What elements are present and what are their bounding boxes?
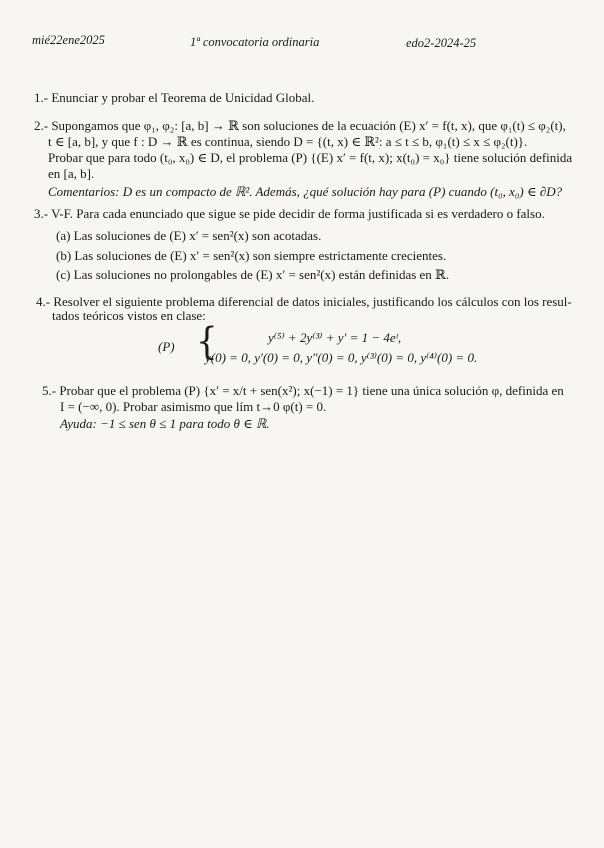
left-brace-icon: {: [196, 320, 218, 364]
problem-4-label: (P): [158, 339, 175, 354]
problem-4-line-2: tados teóricos vistos en clase:: [52, 308, 206, 323]
header-code: edo2-2024-25: [406, 36, 477, 50]
problem-2-line-3: Probar que para todo (t₀, x₀) ∈ D, el problema (P) {(E) x′ = f(t, x); x(t₀) = x₀} tiene solución definida: [48, 150, 573, 165]
problem-2-line-1: 2.- Supongamos que φ₁, φ₂: [a, b] → ℝ son soluciones de la ecuación (E) x′ = f(t, x), que φ₁(t) ≤ φ₂(t),: [34, 118, 566, 133]
problem-4-initial-conditions: y(0) = 0, y′(0) = 0, y″(0) = 0, y⁽³⁾(0) = 0, y⁽⁴⁾(0) = 0.: [205, 350, 478, 365]
header-date: mié22ene2025: [32, 33, 105, 47]
problem-2-line-2: t ∈ [a, b], y que f : D → ℝ es continua, siendo D = {(t, x) ∈ ℝ²: a ≤ t ≤ b, φ₁(t) ≤ x ≤ φ₂(t)}.: [48, 134, 528, 149]
problem-2-comment: Comentarios: D es un compacto de ℝ². Además, ¿qué solución hay para (P) cuando (t₀, x₀) ∈ ∂D?: [48, 184, 563, 199]
problem-3-intro: 3.- V-F. Para cada enunciado que sigue se pide decidir de forma justificada si es verdadero o falso.: [34, 206, 545, 221]
problem-1: 1.- Enunciar y probar el Teorema de Unicidad Global.: [34, 90, 315, 105]
header-session: 1ª convocatoria ordinaria: [190, 35, 320, 49]
problem-4-line-1: 4.- Resolver el siguiente problema diferencial de datos iniciales, justificando los cálculos con los resul-: [36, 294, 572, 309]
problem-3-item-b: (b) Las soluciones de (E) x′ = sen²(x) son siempre estrictamente crecientes.: [56, 248, 447, 263]
problem-3-item-a: (a) Las soluciones de (E) x′ = sen²(x) son acotadas.: [56, 228, 322, 243]
problem-5-line-1: 5.- Probar que el problema (P) {x′ = x/t + sen(x²); x(−1) = 1} tiene una única solución φ, definida en: [42, 383, 564, 398]
problem-5-line-2: I = (−∞, 0). Probar asimismo que lím t→0 φ(t) = 0.: [60, 399, 327, 414]
problem-4-equation: y⁽⁵⁾ + 2y⁽³⁾ + y′ = 1 − 4eᵗ,: [268, 330, 402, 345]
problem-3-item-c: (c) Las soluciones no prolongables de (E) x′ = sen²(x) están definidas en ℝ.: [56, 267, 450, 282]
problem-5-hint: Ayuda: −1 ≤ sen θ ≤ 1 para todo θ ∈ ℝ.: [60, 416, 270, 431]
problem-2-line-4: en [a, b].: [48, 166, 95, 181]
